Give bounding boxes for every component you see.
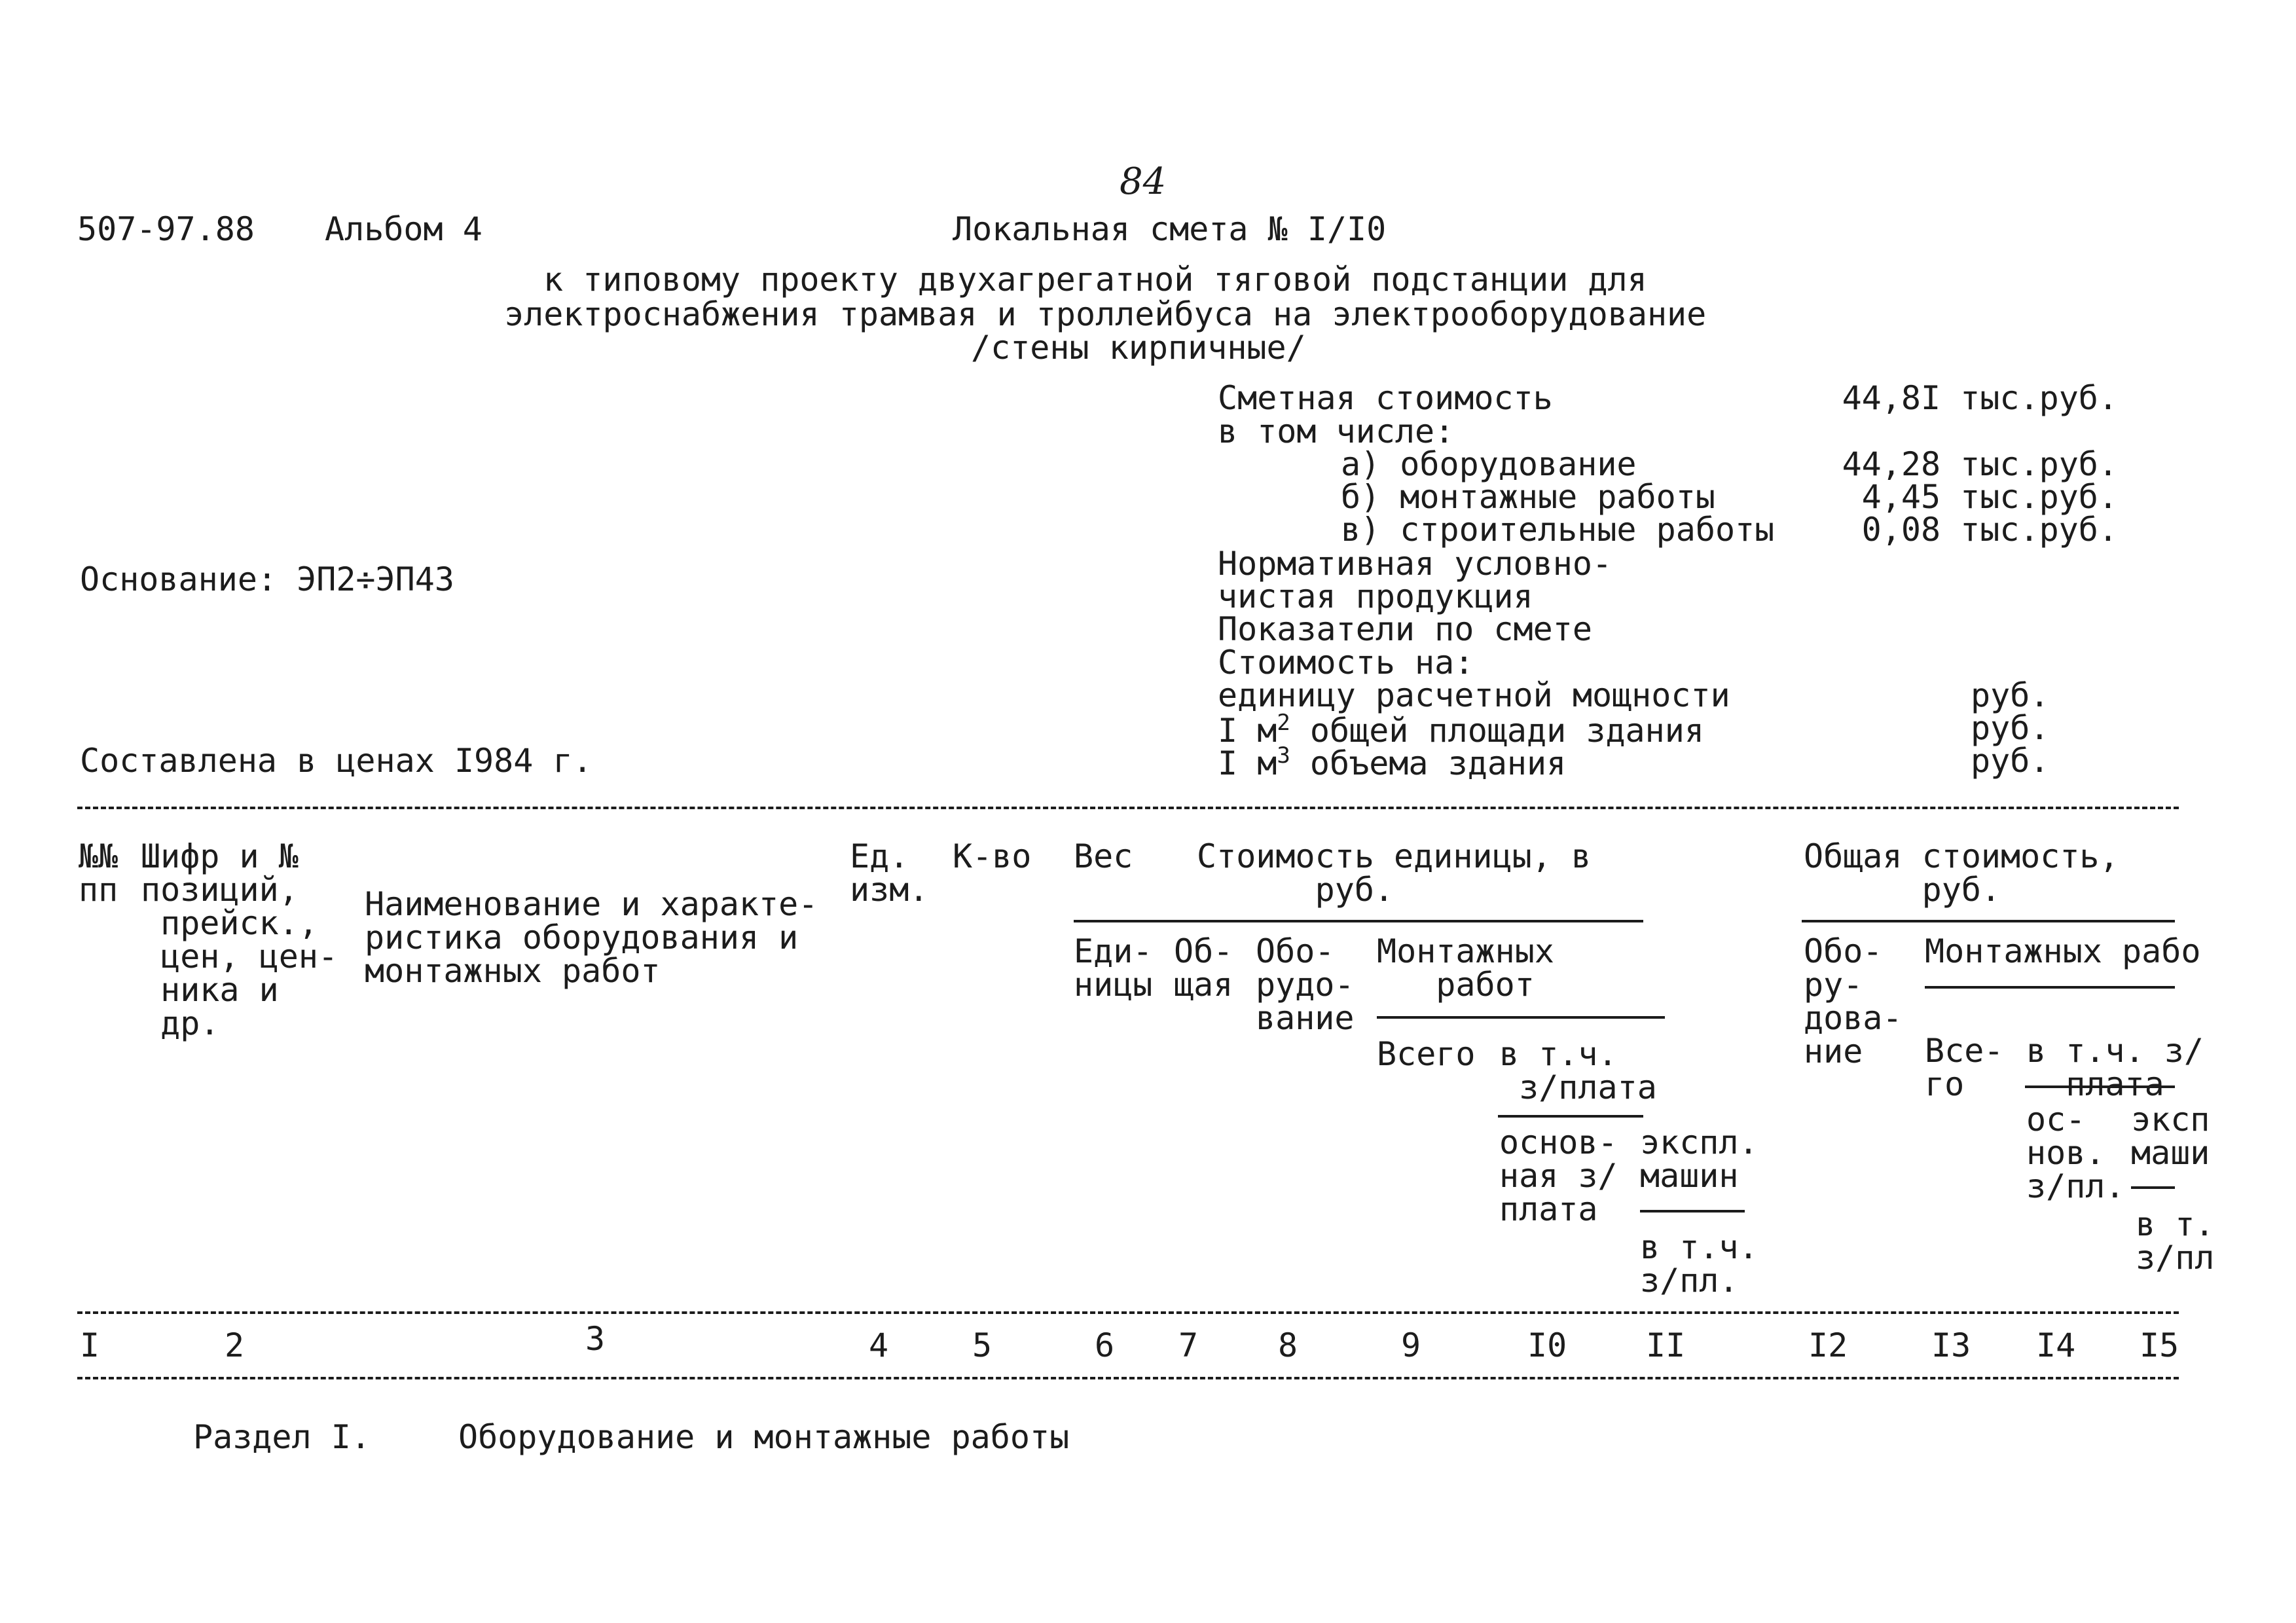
unit-power-unit: руб.	[1971, 676, 2050, 714]
document-code: 507-97.88	[77, 210, 255, 248]
header-col-unit: Ед. изм.	[850, 837, 929, 909]
header-col-number: №№ пп	[79, 837, 118, 909]
col-number-8: 8	[1278, 1326, 1298, 1364]
col-number-15: I5	[2140, 1326, 2179, 1364]
album-label: Альбом 4	[325, 210, 483, 248]
area-cost-unit: руб.	[1971, 709, 2050, 747]
header-rule-incl-wage	[1498, 1115, 1643, 1118]
normative-line-2: чистая продукция	[1218, 577, 1533, 615]
header-rule-machines	[1640, 1210, 1745, 1213]
col-number-3: 3	[585, 1320, 606, 1358]
estimated-cost-value: 44,8I тыс.руб.	[1842, 379, 2118, 417]
table-top-rule	[77, 807, 2179, 809]
basis-line: Основание: ЭП2÷ЭП43	[80, 560, 454, 598]
col-number-4: 4	[869, 1326, 889, 1364]
area-superscript: 2	[1277, 710, 1290, 736]
header-basic-wage: основ- ная з/ плата	[1499, 1123, 1618, 1228]
section-label: Раздел I.	[193, 1418, 371, 1456]
header-mounting: Монтажных работ	[1377, 932, 1554, 1004]
col-number-5: 5	[972, 1326, 993, 1364]
volume-superscript: 3	[1277, 742, 1290, 769]
equipment-cost-label: а) оборудование	[1341, 445, 1637, 483]
header-incl-wage-machines: в т.ч. з/пл.	[1640, 1228, 1758, 1300]
header-equipment: Обо- рудо- вание	[1256, 932, 1355, 1037]
col-number-13: I3	[1931, 1326, 1971, 1364]
column-numbers-bottom-rule	[77, 1377, 2179, 1379]
col-number-6: 6	[1095, 1326, 1115, 1364]
header-rule-unit-cost	[1074, 920, 1643, 922]
header-all: Все- го	[1925, 1032, 2004, 1103]
header-rule-mounting	[1377, 1016, 1665, 1019]
cost-per-label: Стоимость на:	[1218, 644, 1474, 682]
header-incl-wage-total: в т.ч. з/ плата	[2026, 1032, 2204, 1103]
header-rule-total-cost	[1802, 920, 2175, 922]
prices-year-line: Составлена в ценах I984 г.	[80, 742, 592, 780]
header-weight-total: Об- щая	[1174, 932, 1233, 1004]
mounting-cost-label: б) монтажные работы	[1341, 478, 1715, 516]
header-rule-machines-total	[2131, 1186, 2175, 1189]
col-number-7: 7	[1178, 1326, 1199, 1364]
col-number-9: 9	[1401, 1326, 1421, 1364]
header-incl-wage: в т.ч. з/плата	[1499, 1035, 1657, 1106]
header-rule-incl-wage-total	[2025, 1085, 2175, 1088]
estimated-cost-label: Сметная стоимость	[1218, 379, 1553, 417]
area-cost-label	[1218, 710, 1704, 750]
subtitle-line-3: /стены кирпичные/	[971, 329, 1306, 367]
volume-prefix: I м	[1218, 744, 1277, 782]
page-number: 84	[1120, 160, 1167, 203]
header-eq-total: Обо- ру- дова- ние	[1804, 932, 1903, 1070]
header-mounting-total: Монтажных рабо	[1925, 932, 2201, 970]
subtitle-line-1: к типовому проекту двухагрегатной тяговой подстанции для	[543, 261, 1647, 299]
header-col-quantity: К-во	[953, 837, 1032, 875]
construction-cost-value: 0,08 тыс.руб.	[1861, 511, 2118, 549]
construction-cost-label: в) строительные работы	[1341, 511, 1775, 549]
header-col-name: Наименование и характе- ристика оборудования и монтажных работ	[365, 885, 818, 990]
header-machines-total: эксп маши	[2131, 1101, 2210, 1172]
col-number-12: I2	[1808, 1326, 1848, 1364]
estimate-title: Локальная смета № I/I0	[953, 210, 1387, 248]
header-rule-mounting-total	[1925, 986, 2175, 989]
normative-line-1: Нормативная условно-	[1218, 545, 1613, 583]
header-weight-unit: Еди- ницы	[1074, 932, 1153, 1004]
col-number-10: I0	[1527, 1326, 1567, 1364]
col-number-14: I4	[2036, 1326, 2076, 1364]
mounting-cost-value: 4,45 тыс.руб.	[1861, 478, 2118, 516]
col-number-1: I	[80, 1326, 100, 1364]
volume-cost-label	[1218, 744, 1566, 780]
header-incl-total: в т. з/пл	[2136, 1205, 2215, 1277]
area-label-text: общей площади здания	[1290, 712, 1704, 750]
volume-label-text: объема здания	[1290, 744, 1567, 782]
header-col-weight: Вес	[1074, 837, 1133, 875]
col-number-2: 2	[225, 1326, 245, 1364]
including-label: в том числе:	[1218, 412, 1455, 450]
header-bottom-rule	[77, 1311, 2179, 1314]
unit-power-label: единицу расчетной мощности	[1218, 676, 1730, 714]
volume-cost-unit: руб.	[1971, 742, 2050, 780]
header-col-code: Шифр и № позиций, прейск., цен, цен- ника и др.	[141, 837, 338, 1042]
section-title: Оборудование и монтажные работы	[458, 1418, 1070, 1456]
header-total-cost: Общая стоимость, руб.	[1804, 837, 2119, 909]
equipment-cost-value: 44,28 тыс.руб.	[1842, 445, 2118, 483]
subtitle-line-2: электроснабжения трамвая и троллейбуса на электрооборудование	[504, 295, 1707, 333]
col-number-11: II	[1646, 1326, 1686, 1364]
header-machines: экспл. машин	[1640, 1123, 1758, 1195]
header-total: Всего	[1377, 1035, 1476, 1073]
indicators-label: Показатели по смете	[1218, 610, 1592, 648]
header-basic-wage-total: ос- нов. з/пл.	[2026, 1101, 2125, 1205]
area-prefix: I м	[1218, 712, 1277, 750]
header-unit-cost: Стоимость единицы, в руб.	[1197, 837, 1592, 909]
